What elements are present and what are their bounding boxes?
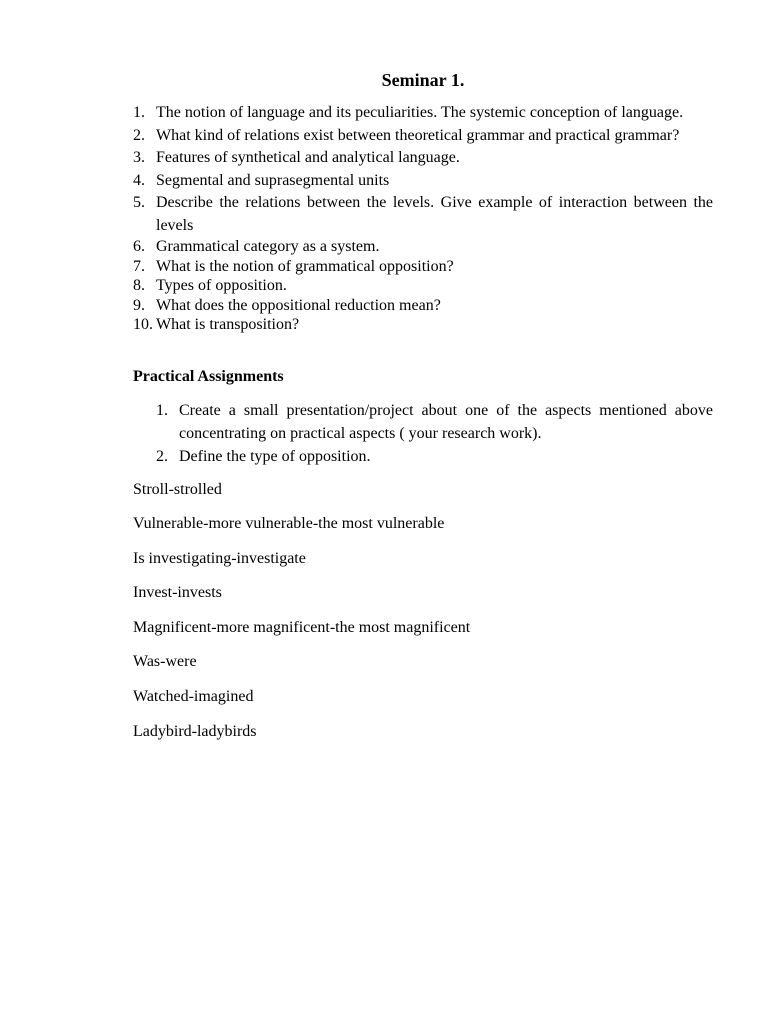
example-line: Ladybird-ladybirds — [133, 722, 257, 740]
list-item — [133, 170, 713, 193]
document-page — [133, 66, 713, 755]
item-text: Describe the relations between the levels. Give example of interaction between the levels — [156, 194, 713, 234]
practical-assignments-heading: Practical Assignments — [133, 367, 284, 385]
example-line: Magnificent-more magnificent-the most magnificent — [133, 618, 471, 636]
page-title: Seminar 1. — [381, 70, 465, 90]
example-line: Was-were — [133, 653, 197, 671]
item-number: 1. — [156, 401, 168, 419]
item-text: Create a small presentation/project about one of the aspects mentioned above concentrating on practical aspects ( your research work). — [179, 401, 713, 442]
item-number: 10. — [133, 316, 153, 333]
example-line: Stroll-strolled — [133, 480, 222, 498]
item-number: 9. — [133, 296, 145, 314]
list-item — [133, 445, 713, 468]
list-item — [133, 102, 713, 125]
item-text: What is transposition? — [156, 316, 300, 333]
assignment-list — [133, 399, 713, 468]
item-number: 5. — [133, 194, 145, 211]
example-line: Is investigating-investigate — [133, 549, 306, 567]
item-number: 2. — [133, 126, 145, 144]
item-number: 6. — [133, 238, 145, 255]
list-item — [133, 276, 713, 296]
item-number: 1. — [133, 104, 145, 121]
example-line: Watched-imagined — [133, 688, 254, 706]
item-number: 7. — [133, 257, 145, 275]
list-item — [133, 125, 713, 148]
item-text: Features of synthetical and analytical language. — [156, 149, 460, 166]
list-item — [133, 147, 713, 170]
list-item — [133, 192, 713, 237]
list-item — [133, 296, 713, 316]
example-line: Vulnerable-more vulnerable-the most vulnerable — [133, 515, 445, 533]
opposition-examples — [133, 479, 713, 743]
item-text: What is the notion of grammatical opposition? — [156, 257, 454, 275]
item-number: 3. — [133, 149, 145, 166]
item-number: 2. — [156, 447, 168, 465]
list-item — [133, 237, 713, 257]
item-text: What does the oppositional reduction mean? — [156, 296, 441, 314]
item-number: 8. — [133, 277, 145, 294]
item-text: Segmental and suprasegmental units — [156, 171, 390, 189]
list-item — [133, 315, 713, 335]
list-item — [133, 399, 713, 445]
list-item — [133, 257, 713, 277]
item-text: The notion of language and its peculiarities. The systemic conception of language. — [156, 104, 684, 121]
item-text: Types of opposition. — [156, 277, 287, 294]
item-text: What kind of relations exist between theoretical grammar and practical grammar? — [156, 126, 680, 144]
item-text: Define the type of opposition. — [179, 447, 371, 465]
item-number: 4. — [133, 171, 145, 189]
item-text: Grammatical category as a system. — [156, 238, 380, 255]
example-line: Invest-invests — [133, 584, 222, 602]
question-list — [133, 102, 713, 335]
